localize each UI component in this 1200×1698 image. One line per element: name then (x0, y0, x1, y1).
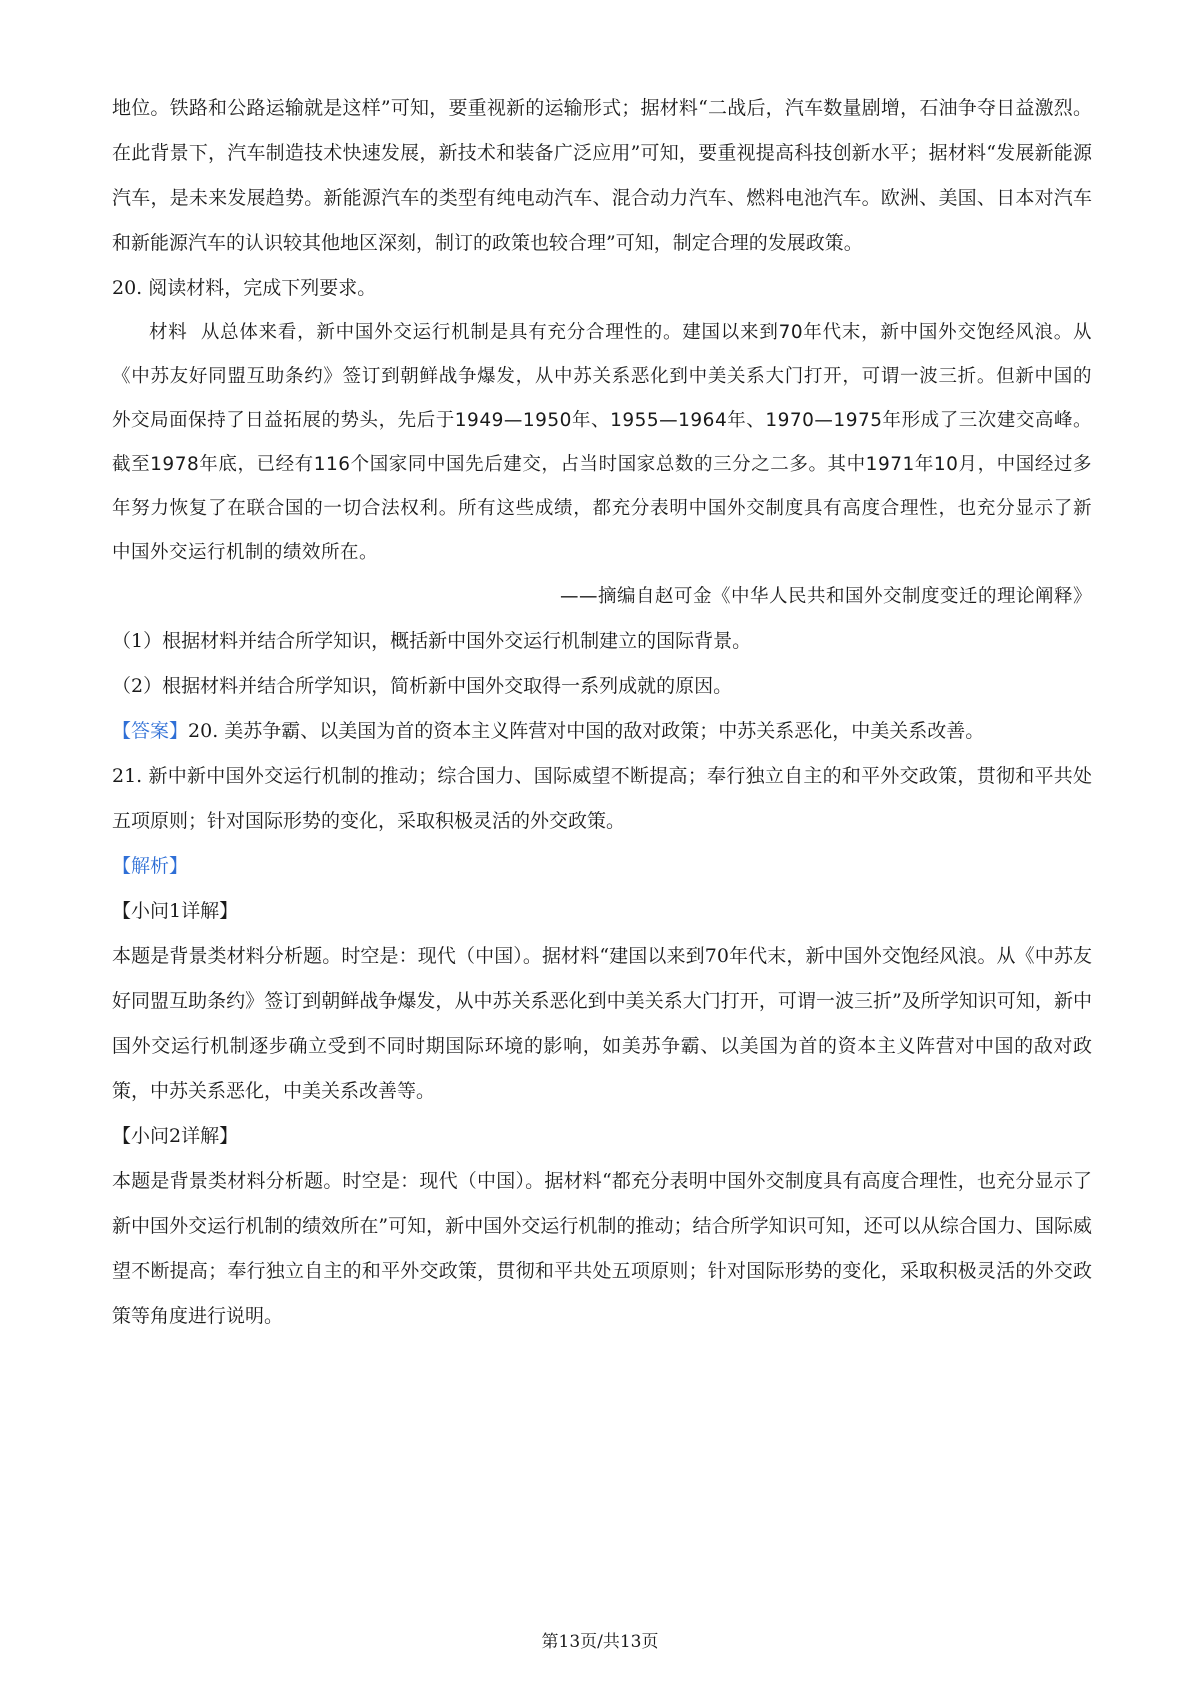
page-content (112, 86, 1092, 1339)
answer-tag: 【答案】 (112, 720, 189, 742)
material-block (112, 311, 1092, 575)
analysis-heading (112, 844, 1092, 889)
question-heading: 20. 阅读材料，完成下列要求。 (112, 277, 377, 299)
sub-question-1-detail-heading: 【小问1详解】 (112, 900, 239, 922)
page-number-footer: 第13页/共13页 (541, 1632, 659, 1652)
sub-question-2-detail-heading: 【小问2详解】 (112, 1125, 239, 1147)
sub-question-1-detail-text: 本题是背景类材料分析题。时空是：现代（中国）。据材料“建国以来到70年代末，新中国外交饱经风浪。从《中苏友好同盟互助条约》签订到朝鲜战争爆发，从中苏关系恶化到中美关系大门打开，可谓一波三折”及所学知识可知，新中国外交运行机制逐步确立受到不同时期国际环境的影响，如美苏争霸、以美国为首的资本主义阵营对中国的敌对政策，中苏关系恶化，中美关系改善等。 (112, 945, 1092, 1102)
intro-paragraph: 地位。铁路和公路运输就是这样”可知，要重视新的运输形式；据材料“二战后，汽车数量剧增，石油争夺日益激烈。在此背景下，汽车制造技术快速发展，新技术和装备广泛应用”可知，要重视提高科技创新水平；据材料“发展新能源汽车，是未来发展趋势。新能源汽车的类型有纯电动汽车、混合动力汽车、燃料电池汽车。欧洲、美国、日本对汽车和新能源汽车的认识较其他地区深刻，制订的政策也较合理”可知，制定合理的发展政策。 (112, 97, 1092, 254)
answer-line-2: 21. 新中新中国外交运行机制的推动；综合国力、国际威望不断提高；奉行独立自主的和平外交政策，贯彻和平共处五项原则；针对国际形势的变化，采取积极灵活的外交政策。 (112, 765, 1092, 832)
sub-question-2-detail-text: 本题是背景类材料分析题。时空是：现代（中国）。据材料“都充分表明中国外交制度具有高度合理性，也充分显示了新中国外交运行机制的绩效所在”可知，新中国外交运行机制的推动；结合所学知识可知，还可以从综合国力、国际威望不断提高；奉行独立自主的和平外交政策，贯彻和平共处五项原则；针对国际形势的变化，采取积极灵活的外交政策等角度进行说明。 (112, 1170, 1092, 1327)
analysis-tag: 【解析】 (112, 855, 189, 877)
answer-text-1: 20. 美苏争霸、以美国为首的资本主义阵营对中国的敌对政策；中苏关系恶化，中美关系改善。 (188, 720, 985, 742)
sub-question-1: （1）根据材料并结合所学知识，概括新中国外交运行机制建立的国际背景。 (112, 630, 752, 652)
material-text: 从总体来看，新中国外交运行机制是具有充分合理性的。建国以来到70年代末，新中国外交饱经风浪。从《中苏友好同盟互助条约》签订到朝鲜战争爆发，从中苏关系恶化到中美关系大门打开，可谓一波三折。但新中国的外交局面保持了日益拓展的势头，先后于1949—1950年、1955—1964年、1970—1975年形成了三次建交高峰。截至1978年底，已经有116个国家同中国先后建交，占当时国家总数的三分之二多。其中1971年10月，中国经过多年努力恢复了在联合国的一切合法权利。所有这些成绩，都充分表明中国外交制度具有高度合理性，也充分显示了新中国外交运行机制的绩效所在。 (112, 322, 1092, 563)
material-source: ——摘编自赵可金《中华人民共和国外交制度变迁的理论阐释》 (559, 586, 1092, 607)
sub-question-2: （2）根据材料并结合所学知识，简析新中国外交取得一系列成就的原因。 (112, 675, 733, 697)
answer-line-1 (112, 709, 1092, 754)
material-label: 材料 (149, 322, 188, 343)
